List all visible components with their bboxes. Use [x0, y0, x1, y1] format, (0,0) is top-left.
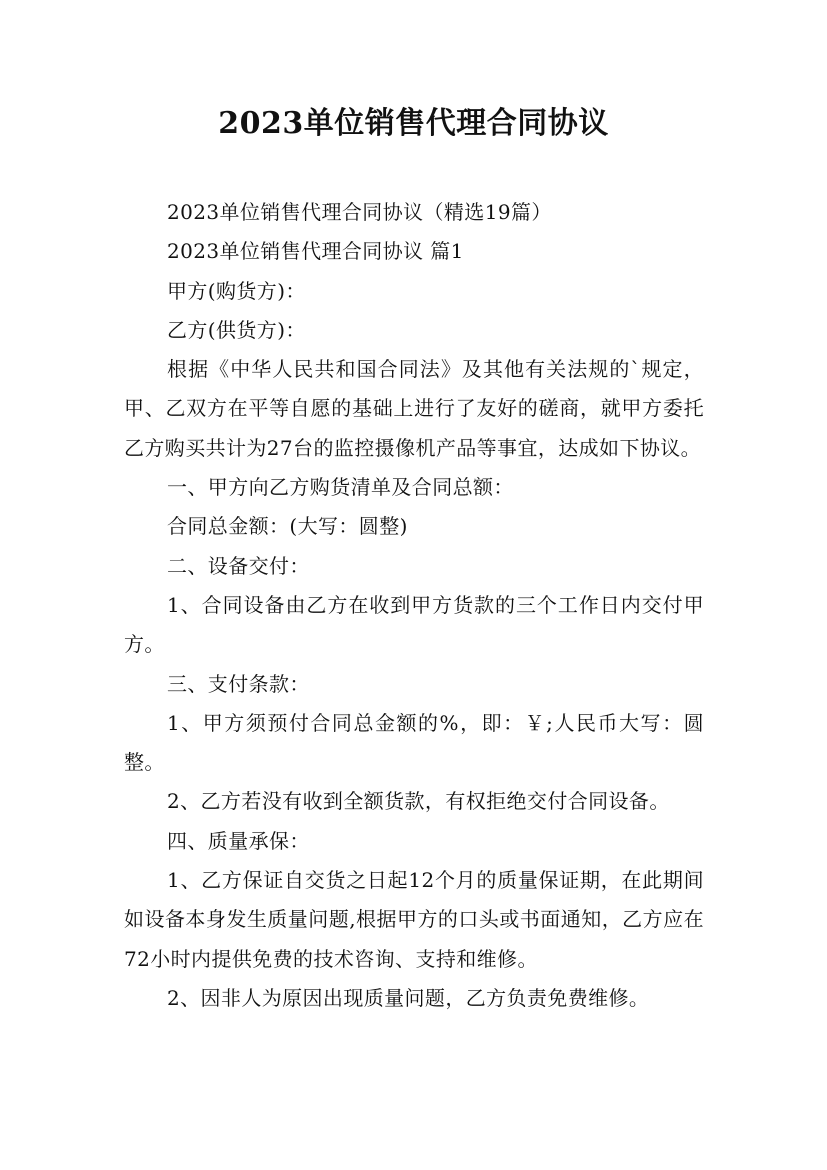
paragraph: 2023单位销售代理合同协议 篇1: [167, 239, 464, 264]
paragraph: 三、支付条款：: [167, 671, 310, 696]
paragraph: 一、甲方向乙方购货清单及合同总额：: [167, 475, 514, 500]
paragraph: 2、乙方若没有收到全额货款，有权拒绝交付合同设备。: [167, 789, 670, 814]
paragraph: 合同总金额：(大写：圆整): [167, 514, 408, 539]
paragraph: 2023单位销售代理合同协议（精选19篇）: [167, 200, 552, 224]
paragraph: 1、乙方保证自交货之日起12个月的质量保证期，在此期间如设备本身发生质量问题,根据甲方的口头或书面通知，乙方应在72小时内提供免费的技术咨询、支持和维修。: [124, 868, 704, 971]
paragraph: 二、设备交付：: [167, 553, 310, 578]
paragraph: 根据《中华人民共和国合同法》及其他有关法规的`规定，甲、乙双方在平等自愿的基础上进行了友好的磋商，就甲方委托乙方购买共计为27台的监控摄像机产品等事宜，达成如下协议。: [124, 357, 704, 460]
paragraph: 四、质量承保：: [167, 828, 310, 853]
paragraph: 甲方(购货方)：: [167, 278, 306, 303]
paragraph: 2、因非人为原因出现质量问题，乙方负责免费维修。: [167, 985, 650, 1010]
paragraph: 1、甲方须预付合同总金额的%，即：￥;人民币大写：圆整。: [124, 710, 704, 775]
paragraph: 1、合同设备由乙方在收到甲方货款的三个工作日内交付甲方。: [124, 592, 704, 657]
document-body: [124, 193, 704, 1018]
paragraph: 乙方(供货方)：: [167, 317, 306, 342]
document-title: 2023单位销售代理合同协议: [218, 106, 609, 141]
